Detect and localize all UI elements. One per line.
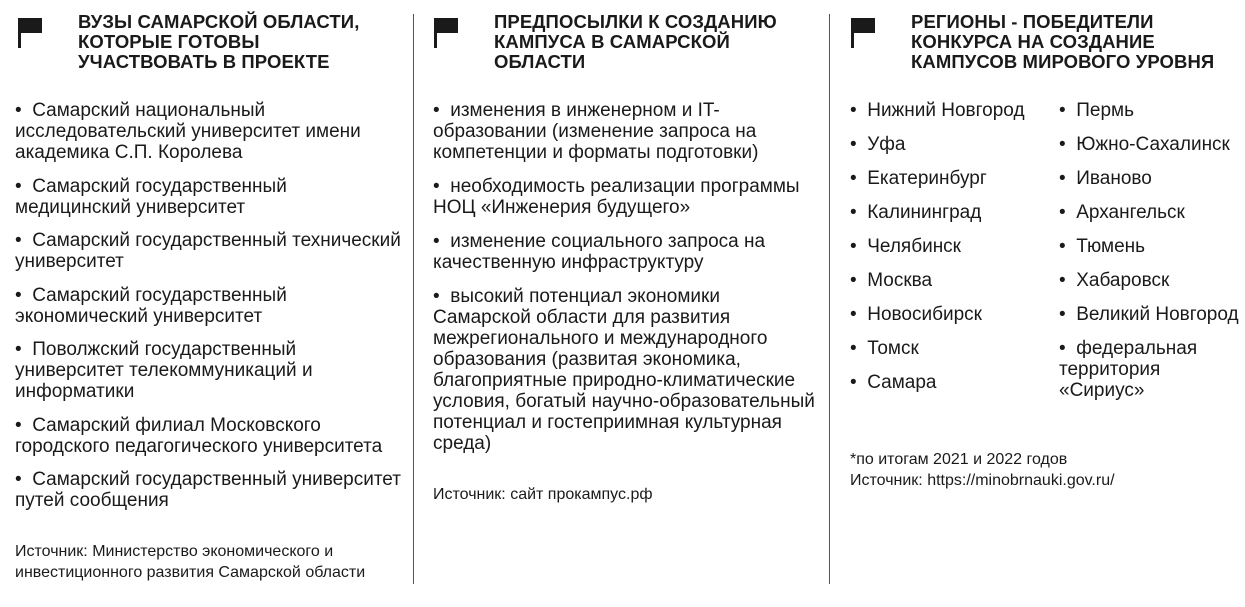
winners-list-right — [1059, 100, 1245, 414]
universities-list — [15, 100, 405, 524]
list-item: • Самарский государственный медицинский университет — [15, 176, 405, 218]
list-item: • Великий Новгород — [1059, 304, 1245, 325]
list-item: • Пермь — [1059, 100, 1245, 121]
list-item: • Челябинск — [850, 236, 1050, 257]
universities-title: ВУЗЫ САМАРСКОЙ ОБЛАСТИ, КОТОРЫЕ ГОТОВЫ УЧАСТВОВАТЬ В ПРОЕКТЕ — [78, 11, 360, 72]
list-item: • Новосибирск — [850, 304, 1050, 325]
list-item: • Томск — [850, 338, 1050, 359]
winners-column — [835, 0, 1245, 607]
column-divider — [829, 14, 830, 584]
winners-title: РЕГИОНЫ - ПОБЕДИТЕЛИ КОНКУРСА НА СОЗДАНИЕ КАМПУСОВ МИРОВОГО УРОВНЯ — [911, 11, 1215, 72]
prerequisites-source: Источник: сайт прокампус.рф — [433, 486, 653, 503]
column-divider — [413, 14, 414, 584]
universities-source: Источник: Министерство экономического и инвестиционного развития Самарской области — [15, 543, 366, 581]
prerequisites-column — [418, 0, 826, 607]
winners-list-left — [850, 100, 1050, 406]
list-item: • Южно-Сахалинск — [1059, 134, 1245, 155]
list-item: • федеральная территория «Сириус» — [1059, 338, 1245, 401]
flag-icon — [851, 18, 875, 48]
flag-icon — [434, 18, 458, 48]
winners-source: Источник: https://minobrnauki.gov.ru/ — [850, 472, 1115, 489]
list-item: • Уфа — [850, 134, 1050, 155]
list-item: • изменение социального запроса на качественную инфраструктуру — [433, 231, 823, 273]
prerequisites-title: ПРЕДПОСЫЛКИ К СОЗДАНИЮ КАМПУСА В САМАРСКОЙ ОБЛАСТИ — [494, 11, 777, 72]
list-item: • Хабаровск — [1059, 270, 1245, 291]
list-item: • Самарский национальный исследовательский университет имени академика С.П. Королева — [15, 100, 405, 163]
list-item: • Самара — [850, 372, 1050, 393]
list-item: • Самарский государственный университет путей сообщения — [15, 469, 405, 511]
list-item: • Архангельск — [1059, 202, 1245, 223]
list-item: • Москва — [850, 270, 1050, 291]
prerequisites-list — [433, 100, 823, 467]
winners-footnote: *по итогам 2021 и 2022 годов — [850, 451, 1068, 468]
list-item: • высокий потенциал экономики Самарской области для развития межрегионального и международного образования (развитая экономика, благоприятные природно-климатические условия, богатый научно-образовательный потенциал и гостеприимная культурная среда) — [433, 286, 823, 454]
list-item: • Нижний Новгород — [850, 100, 1050, 121]
list-item: • Поволжский государственный университет телекоммуникаций и информатики — [15, 339, 405, 402]
list-item: • Самарский государственный технический университет — [15, 230, 405, 272]
list-item: • Екатеринбург — [850, 168, 1050, 189]
flag-icon — [18, 18, 42, 48]
list-item: • Тюмень — [1059, 236, 1245, 257]
list-item: • Иваново — [1059, 168, 1245, 189]
list-item: • изменения в инженерном и IT-образовании (изменение запроса на компетенции и форматы подготовки) — [433, 100, 823, 163]
list-item: • необходимость реализации программы НОЦ «Инженерия будущего» — [433, 176, 823, 218]
universities-column — [0, 0, 410, 607]
list-item: • Калининград — [850, 202, 1050, 223]
winners-note-block — [850, 449, 1245, 491]
list-item: • Самарский филиал Московского городского педагогического университета — [15, 415, 405, 457]
list-item: • Самарский государственный экономический университет — [15, 285, 405, 327]
